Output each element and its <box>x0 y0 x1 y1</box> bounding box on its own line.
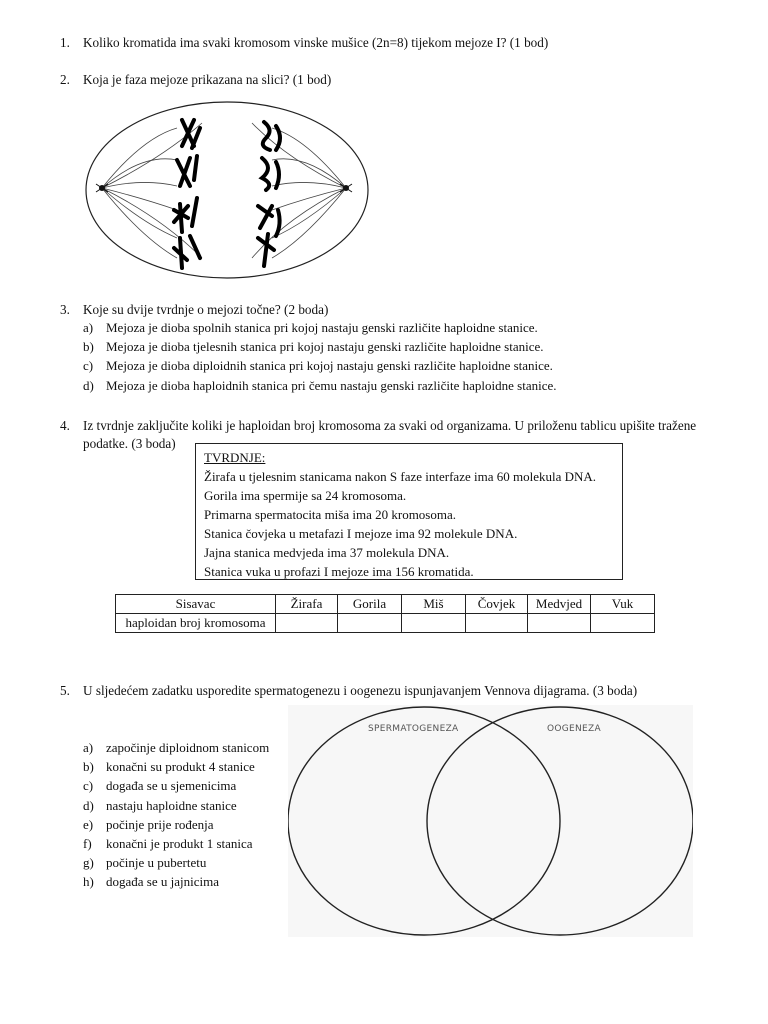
centriole-right <box>340 184 352 192</box>
question-number: 5. <box>60 683 70 698</box>
option-b: b) Mejoza je dioba tjelesnih stanica pri kojoj nastaju genski različite haploidne stanice. <box>83 339 544 355</box>
venn-label-right: OOGENEZA <box>547 724 601 734</box>
statements-heading: TVRDNJE: <box>204 450 266 465</box>
list-item: c) događa se u sjemenicima <box>83 778 237 794</box>
statement: Stanica vuka u profazi I mejoze ima 156 kromatida. <box>204 564 474 579</box>
question-text-continued: podatke. (3 boda) <box>83 436 176 451</box>
statement: Gorila ima spermije sa 24 kromosoma. <box>204 488 407 503</box>
question-1 <box>0 35 768 51</box>
header-cell: Sisavac <box>116 595 276 614</box>
header-cell: Miš <box>402 595 466 614</box>
header-cell: Čovjek <box>466 595 528 614</box>
list-item: d) nastaju haploidne stanice <box>83 797 237 813</box>
option-c: c) Mejoza je dioba diploidnih stanica pri kojoj nastaju genski različite haploidne stanice. <box>83 358 553 374</box>
answer-cell[interactable] <box>528 614 591 633</box>
question-number: 3. <box>60 302 70 317</box>
question-number: 1. <box>60 35 70 50</box>
question-3 <box>0 302 768 318</box>
question-text: Koje su dvije tvrdnje o mejozi točne? (2 boda) <box>83 302 329 317</box>
list-item: h) događa se u jajnicima <box>83 874 219 890</box>
header-cell: Gorila <box>338 595 402 614</box>
list-item: f) konačni je produkt 1 stanica <box>83 836 253 852</box>
list-item: a) započinje diploidnom stanicom <box>83 740 270 755</box>
answer-options <box>83 318 557 395</box>
answer-cell[interactable] <box>338 614 402 633</box>
header-cell: Žirafa <box>276 595 338 614</box>
question-text: Koliko kromatida ima svaki kromosom vinske mušice (2n=8) tijekom mejoze I? (1 bod) <box>83 35 549 50</box>
list-item: e) počinje prije rođenja <box>83 816 214 832</box>
statement: Žirafa u tjelesnim stanicama nakon S faze interfaze ima 60 molekula DNA. <box>204 469 597 484</box>
answer-cell[interactable] <box>402 614 466 633</box>
centriole-left <box>96 184 108 192</box>
question-text: Koja je faza mejoze prikazana na slici? (1 bod) <box>83 72 332 87</box>
answer-cell[interactable] <box>591 614 655 633</box>
meiosis-diagram <box>82 98 372 282</box>
statement: Primarna spermatocita miša ima 20 kromosoma. <box>204 507 456 522</box>
row-label: haploidan broj kromosoma <box>116 614 276 633</box>
question-text: Iz tvrdnje zaključite koliki je haploidan broj kromosoma za svaki od organizama. U priloženu tablicu upišite tražene <box>83 418 697 433</box>
statements-box <box>195 443 623 580</box>
venn-diagram[interactable] <box>288 705 693 937</box>
question-5 <box>0 683 768 699</box>
answer-cell[interactable] <box>276 614 338 633</box>
header-cell: Vuk <box>591 595 655 614</box>
list-item: b) konačni su produkt 4 stanice <box>83 759 255 775</box>
organism-table <box>115 594 655 633</box>
venn-label-left: SPERMATOGENEZA <box>368 724 459 734</box>
cell-membrane <box>86 102 368 278</box>
statement: Jajna stanica medvjeda ima 37 molekula DNA. <box>204 545 450 560</box>
header-cell: Medvjed <box>528 595 591 614</box>
question-number: 4. <box>60 418 70 433</box>
venn-circle-left <box>288 707 560 935</box>
option-d: d) Mejoza je dioba haploidnih stanica pri čemu nastaju genski različite haploidne stanice. <box>83 377 557 393</box>
venn-items-list <box>83 738 269 892</box>
spindle-fibers <box>102 123 346 258</box>
option-a: a) Mejoza je dioba spolnih stanica pri kojoj nastaju genski različite haploidne stanice. <box>83 320 538 335</box>
table-header-row <box>116 595 655 614</box>
list-item: g) počinje u pubertetu <box>83 855 207 871</box>
statement: Stanica čovjeka u metafazi I mejoze ima 92 molekule DNA. <box>204 526 518 541</box>
table-row <box>116 614 655 633</box>
question-2 <box>0 72 768 88</box>
chromosomes-right <box>258 122 280 266</box>
question-4 <box>0 418 768 434</box>
question-number: 2. <box>60 72 70 87</box>
question-text: U sljedećem zadatku usporedite spermatogenezu i oogenezu ispunjavanjem Vennova dijagrama. (3 boda) <box>83 683 638 698</box>
answer-cell[interactable] <box>466 614 528 633</box>
